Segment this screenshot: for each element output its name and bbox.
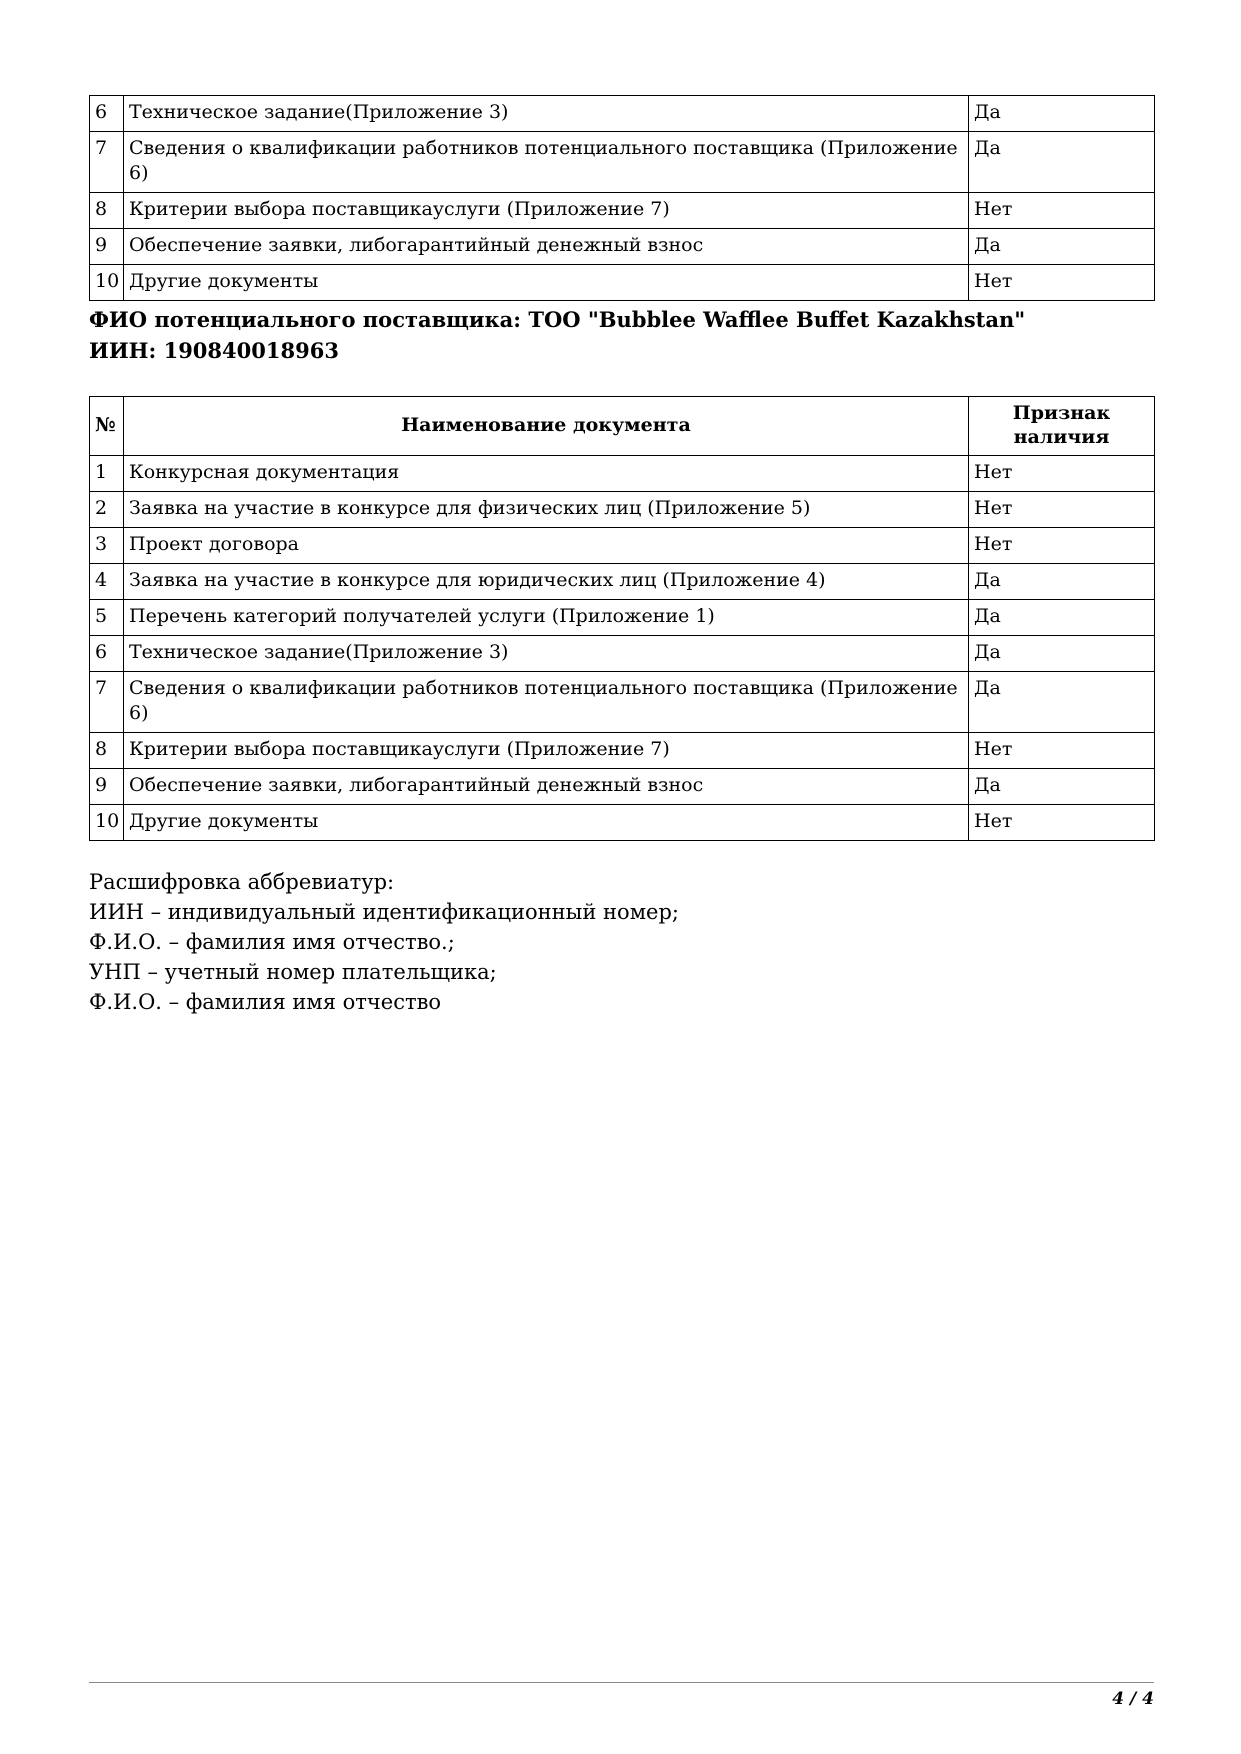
row-number: 6 [90, 96, 124, 132]
table-row [90, 564, 1155, 600]
table-row [90, 229, 1155, 265]
document-name: Другие документы [124, 805, 969, 841]
availability-status: Нет [969, 193, 1155, 229]
availability-status: Да [969, 672, 1155, 733]
document-name: Сведения о квалификации работников потенциального поставщика (Приложение 6) [124, 132, 969, 193]
row-number: 8 [90, 193, 124, 229]
document-name: Заявка на участие в конкурсе для физических лиц (Приложение 5) [124, 492, 969, 528]
spacer [89, 366, 1154, 396]
row-number: 6 [90, 636, 124, 672]
table-row [90, 805, 1155, 841]
table-row [90, 492, 1155, 528]
abbreviation-item: ИИН – индивидуальный идентификационный номер; [89, 900, 679, 924]
documents-table-header [90, 397, 1155, 456]
document-name: Техническое задание(Приложение 3) [124, 636, 969, 672]
row-number: 10 [90, 265, 124, 301]
abbreviation-item: Ф.И.О. – фамилия имя отчество.; [89, 930, 455, 954]
documents-table-continued-body [90, 96, 1155, 301]
availability-status: Да [969, 636, 1155, 672]
availability-status: Нет [969, 733, 1155, 769]
document-name: Обеспечение заявки, либогарантийный денежный взнос [124, 769, 969, 805]
documents-table-continued [89, 95, 1155, 301]
document-name: Другие документы [124, 265, 969, 301]
availability-status: Да [969, 600, 1155, 636]
row-number: 3 [90, 528, 124, 564]
table-row [90, 672, 1155, 733]
row-number: 10 [90, 805, 124, 841]
document-name: Заявка на участие в конкурсе для юридических лиц (Приложение 4) [124, 564, 969, 600]
availability-status: Да [969, 96, 1155, 132]
table-row [90, 132, 1155, 193]
availability-status: Нет [969, 456, 1155, 492]
document-name: Техническое задание(Приложение 3) [124, 96, 969, 132]
header-availability: Признак наличия [969, 397, 1155, 456]
table-row [90, 636, 1155, 672]
row-number: 9 [90, 229, 124, 265]
abbreviations-section [89, 867, 1154, 1017]
document-name: Перечень категорий получателей услуги (Приложение 1) [124, 600, 969, 636]
table-row [90, 733, 1155, 769]
header-document-name: Наименование документа [124, 397, 969, 456]
row-number: 5 [90, 600, 124, 636]
row-number: 4 [90, 564, 124, 600]
supplier-info [89, 304, 1154, 366]
availability-status: Нет [969, 528, 1155, 564]
row-number: 1 [90, 456, 124, 492]
availability-status: Нет [969, 265, 1155, 301]
documents-table [89, 396, 1155, 841]
row-number: 7 [90, 672, 124, 733]
document-name: Критерии выбора поставщикауслуги (Приложение 7) [124, 733, 969, 769]
table-row [90, 528, 1155, 564]
document-page [89, 95, 1154, 1017]
documents-table-body [90, 456, 1155, 841]
supplier-iin: ИИН: 190840018963 [89, 338, 339, 363]
table-row [90, 769, 1155, 805]
abbreviation-item: УНП – учетный номер плательщика; [89, 960, 497, 984]
document-name: Проект договора [124, 528, 969, 564]
abbreviation-item: Ф.И.О. – фамилия имя отчество [89, 990, 442, 1014]
availability-status: Нет [969, 805, 1155, 841]
availability-status: Да [969, 564, 1155, 600]
row-number: 2 [90, 492, 124, 528]
row-number: 8 [90, 733, 124, 769]
header-number: № [90, 397, 124, 456]
availability-status: Нет [969, 492, 1155, 528]
document-name: Критерии выбора поставщикауслуги (Приложение 7) [124, 193, 969, 229]
footer-divider [89, 1682, 1154, 1683]
table-row [90, 456, 1155, 492]
header-row [90, 397, 1155, 456]
table-row [90, 265, 1155, 301]
document-name: Сведения о квалификации работников потенциального поставщика (Приложение 6) [124, 672, 969, 733]
availability-status: Да [969, 132, 1155, 193]
document-name: Конкурсная документация [124, 456, 969, 492]
availability-status: Да [969, 229, 1155, 265]
supplier-name: ФИО потенциального поставщика: ТОО "Bubblee Wafflee Buffet Kazakhstan" [89, 307, 1026, 332]
row-number: 9 [90, 769, 124, 805]
document-name: Обеспечение заявки, либогарантийный денежный взнос [124, 229, 969, 265]
table-row [90, 600, 1155, 636]
availability-status: Да [969, 769, 1155, 805]
page-number: 4 / 4 [1112, 1689, 1154, 1709]
abbreviations-title: Расшифровка аббревиатур: [89, 870, 395, 894]
table-row [90, 96, 1155, 132]
table-row [90, 193, 1155, 229]
row-number: 7 [90, 132, 124, 193]
